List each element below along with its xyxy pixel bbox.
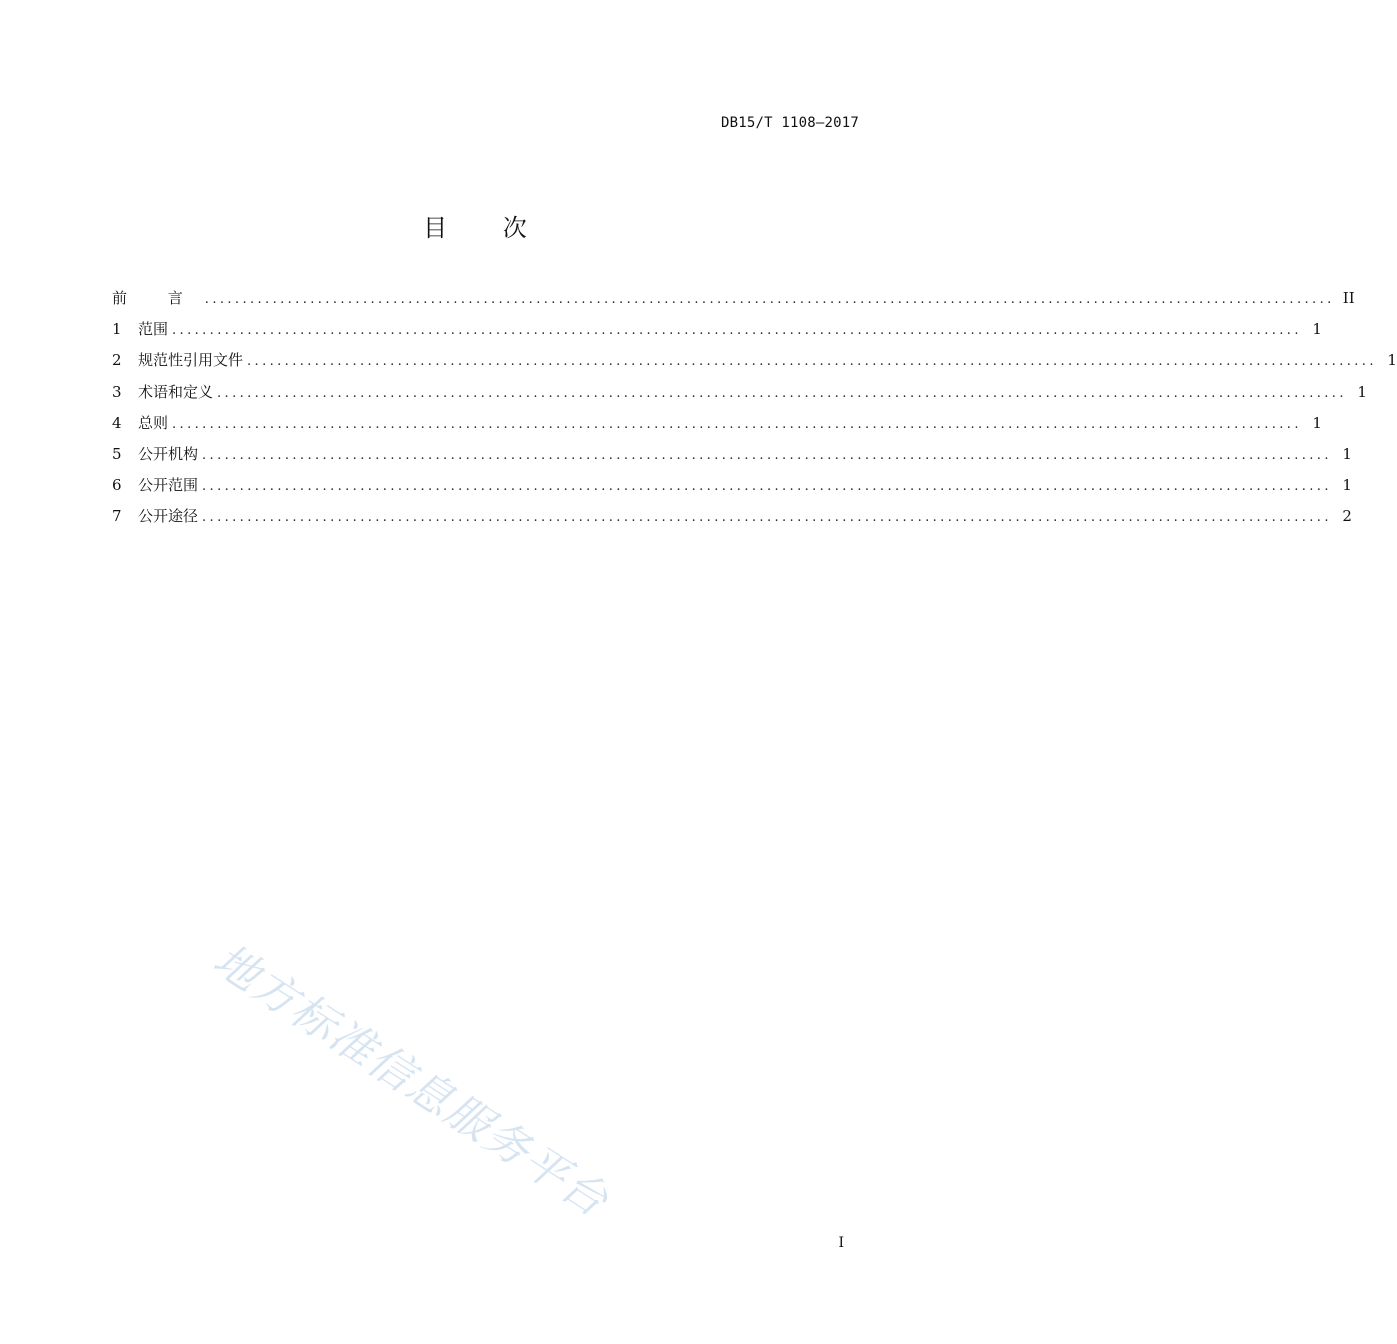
toc-entry-label: 术语和定义 [138,382,214,401]
toc-entry-page: 1 [1387,351,1397,370]
toc-leader-dots: ...................................................................................................................................................... [202,479,1332,495]
page-number: I [838,1235,844,1251]
page-title: 目 次 [423,214,551,242]
toc-entry-page: 1 [1342,476,1352,495]
toc-leader-dots: ...................................................................................................................................................... [202,510,1332,526]
toc-entry-disclosure-bodies[interactable] [112,444,1352,475]
toc-entry-label: 范围 [138,320,169,339]
table-of-contents [112,288,1397,538]
toc-leader-dots: ...................................................................................................................................................... [247,354,1377,370]
toc-leader-dots: ...................................................................................................................................................... [202,447,1332,463]
toc-leader-dots: ...................................................................................................................................................... [217,385,1347,401]
toc-entry-number: 6 [112,476,122,495]
toc-entry-page: II [1342,289,1355,307]
toc-leader-dots: ...................................................................................................................................................... [172,416,1302,432]
toc-entry-label: 规范性引用文件 [138,351,244,370]
toc-entry-disclosure-channels[interactable] [112,506,1352,537]
toc-entry-terms-definitions[interactable] [112,382,1367,413]
toc-entry-number: 5 [112,444,122,463]
toc-entry-disclosure-scope[interactable] [112,475,1352,506]
toc-entry-number: 1 [112,320,122,339]
toc-entry-number: 4 [112,413,122,432]
toc-entry-label: 总则 [138,413,169,432]
toc-entry-page: 1 [1312,413,1322,432]
toc-entry-label: 公开途径 [138,507,199,526]
toc-entry-foreword[interactable] [112,288,1355,319]
toc-leader-dots: ...................................................................................................................................................... [204,292,1335,307]
toc-entry-label: 前 言 [112,289,201,307]
toc-entry-label: 公开范围 [138,476,199,495]
toc-entry-scope[interactable] [112,319,1322,350]
toc-entry-number: 3 [112,382,122,401]
toc-entry-page: 1 [1312,320,1322,339]
toc-entry-page: 1 [1357,382,1367,401]
toc-entry-general[interactable] [112,413,1322,444]
document-code: DB15/T 1108—2017 [720,115,859,131]
toc-leader-dots: ...................................................................................................................................................... [172,323,1302,339]
toc-entry-label: 公开机构 [138,444,199,463]
toc-entry-normative-references[interactable] [112,350,1397,381]
toc-entry-page: 2 [1342,507,1352,526]
toc-entry-number: 7 [112,507,122,526]
watermark: 地方标准信息服务平台 [204,934,618,1228]
toc-entry-page: 1 [1342,444,1352,463]
toc-entry-number: 2 [112,351,122,370]
